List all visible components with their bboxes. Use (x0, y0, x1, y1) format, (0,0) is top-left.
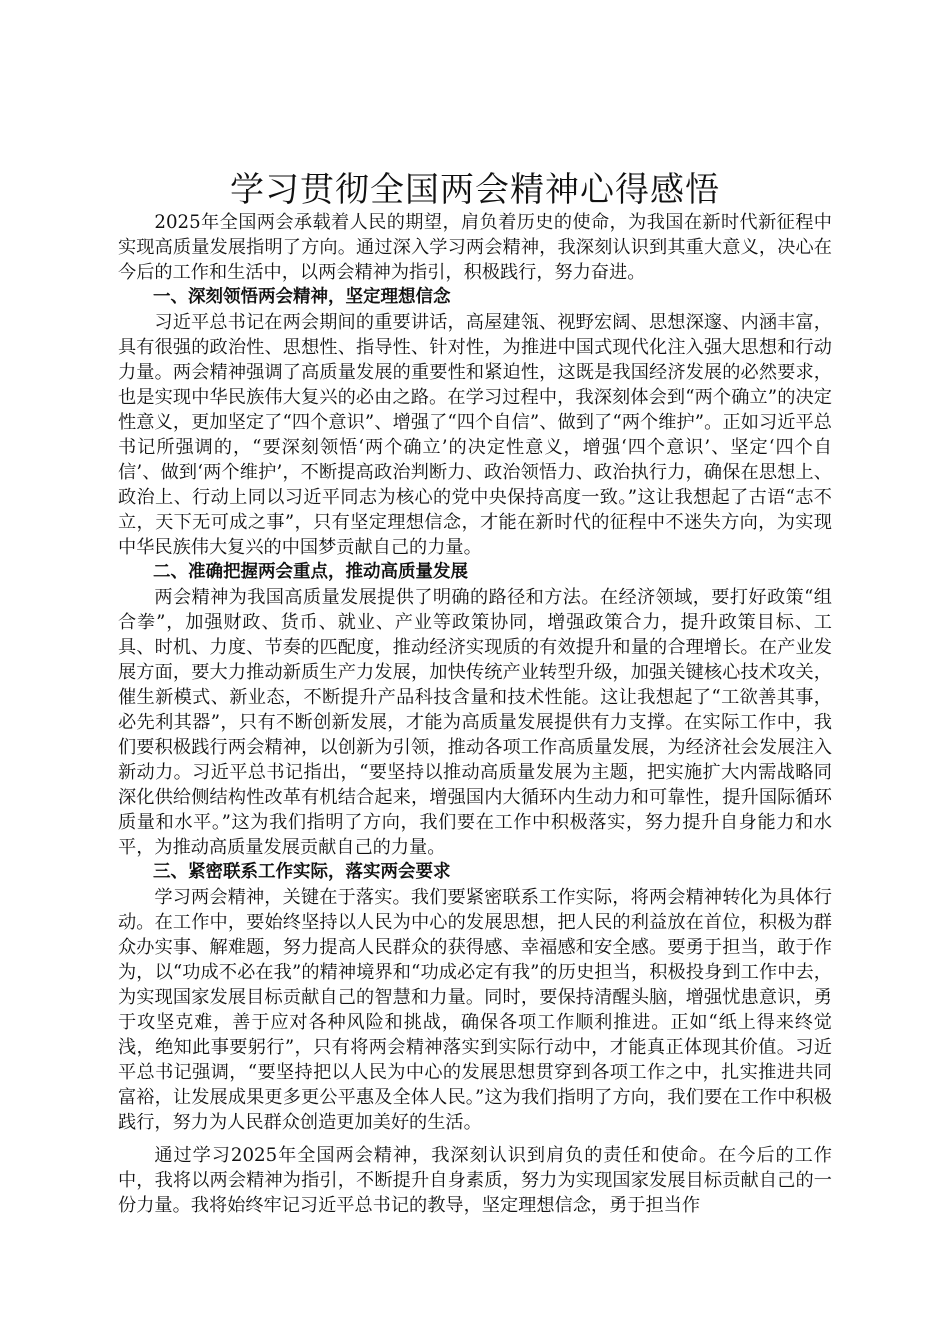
closing-paragraph: 通过学习2025年全国两会精神，我深刻认识到肩负的责任和使命。在今后的工作中，我将以两会精神为指引，不断提升自身素质，努力为实现国家发展目标贡献自己的一份力量。我将始终牢记习近平总书记的教导，坚定理想信念，勇于担当作 (118, 1145, 832, 1216)
section-2-heading: 二、准确把握两会重点，推动高质量发展 (153, 562, 468, 582)
section-3-heading: 三、紧密联系工作实际，落实两会要求 (153, 862, 451, 882)
section-1-heading: 一、深刻领悟两会精神，坚定理想信念 (153, 287, 451, 307)
document-page (118, 168, 832, 1218)
document-title: 学习贯彻全国两会精神心得感悟 (230, 170, 720, 210)
section-2-body: 两会精神为我国高质量发展提供了明确的路径和方法。在经济领域，要打好政策“组合拳”，加强财政、货币、就业、产业等政策协同，增强政策合力，提升政策目标、工具、时机、力度、节奏的匹配度，推动经济实现质的有效提升和量的合理增长。在产业发展方面，要大力推动新质生产力发展，加快传统产业转型升级，加强关键核心技术攻关，催生新模式、新业态，不断提升产品科技含量和技术性能。这让我想起了“工欲善其事，必先利其器”，只有不断创新发展，才能为高质量发展提供有力支撑。在实际工作中，我们要积极践行两会精神，以创新为引领，推动各项工作高质量发展，为经济社会发展注入新动力。习近平总书记指出，“要坚持以推动高质量发展为主题，把实施扩大内需战略同深化供给侧结构性改革有机结合起来，增强国内大循环内生动力和可靠性，提升国际循环质量和水平。”这为我们指明了方向，我们要在工作中积极落实，努力提升自身能力和水平，为推动高质量发展贡献自己的力量。 (118, 587, 832, 858)
section-3-body: 学习两会精神，关键在于落实。我们要紧密联系工作实际，将两会精神转化为具体行动。在工作中，要始终坚持以人民为中心的发展思想，把人民的利益放在首位，积极为群众办实事、解难题，努力提高人民群众的获得感、幸福感和安全感。要勇于担当，敢于作为，以“功成不必在我”的精神境界和“功成必定有我”的历史担当，积极投身到工作中去，为实现国家发展目标贡献自己的智慧和力量。同时，要保持清醒头脑，增强忧患意识，勇于攻坚克难，善于应对各种风险和挑战，确保各项工作顺利推进。正如“纸上得来终觉浅，绝知此事要躬行”，只有将两会精神落实到实际行动中，才能真正体现其价值。习近平总书记强调，“要坚持把以人民为中心的发展思想贯穿到各项工作之中，扎实推进共同富裕，让发展成果更多更公平惠及全体人民。”这为我们指明了方向，我们要在工作中积极践行，努力为人民群众创造更加美好的生活。 (118, 887, 832, 1133)
intro-paragraph: 2025年全国两会承载着人民的期望，肩负着历史的使命，为我国在新时代新征程中实现高质量发展指明了方向。通过深入学习两会精神，我深刻认识到其重大意义，决心在今后的工作和生活中，以两会精神为指引，积极践行，努力奋进。 (118, 212, 832, 283)
section-1-body: 习近平总书记在两会期间的重要讲话，高屋建瓴、视野宏阔、思想深邃、内涵丰富，具有很强的政治性、思想性、指导性、针对性，为推进中国式现代化注入强大思想和行动力量。两会精神强调了高质量发展的重要性和紧迫性，这既是我国经济发展的必然要求，也是实现中华民族伟大复兴的必由之路。在学习过程中，我深刻体会到“两个确立”的决定性意义，更加坚定了“四个意识”、增强了“四个自信”、做到了“两个维护”。正如习近平总书记所强调的，“要深刻领悟‘两个确立’的决定性意义，增强‘四个意识’、坚定‘四个自信’、做到‘两个维护’，不断提高政治判断力、政治领悟力、政治执行力，确保在思想上、政治上、行动上同以习近平同志为核心的党中央保持高度一致。”这让我想起了古语“志不立，天下无可成之事”，只有坚定理想信念，才能在新时代的征程中不迷失方向，为实现中华民族伟大复兴的中国梦贡献自己的力量。 (118, 312, 832, 558)
